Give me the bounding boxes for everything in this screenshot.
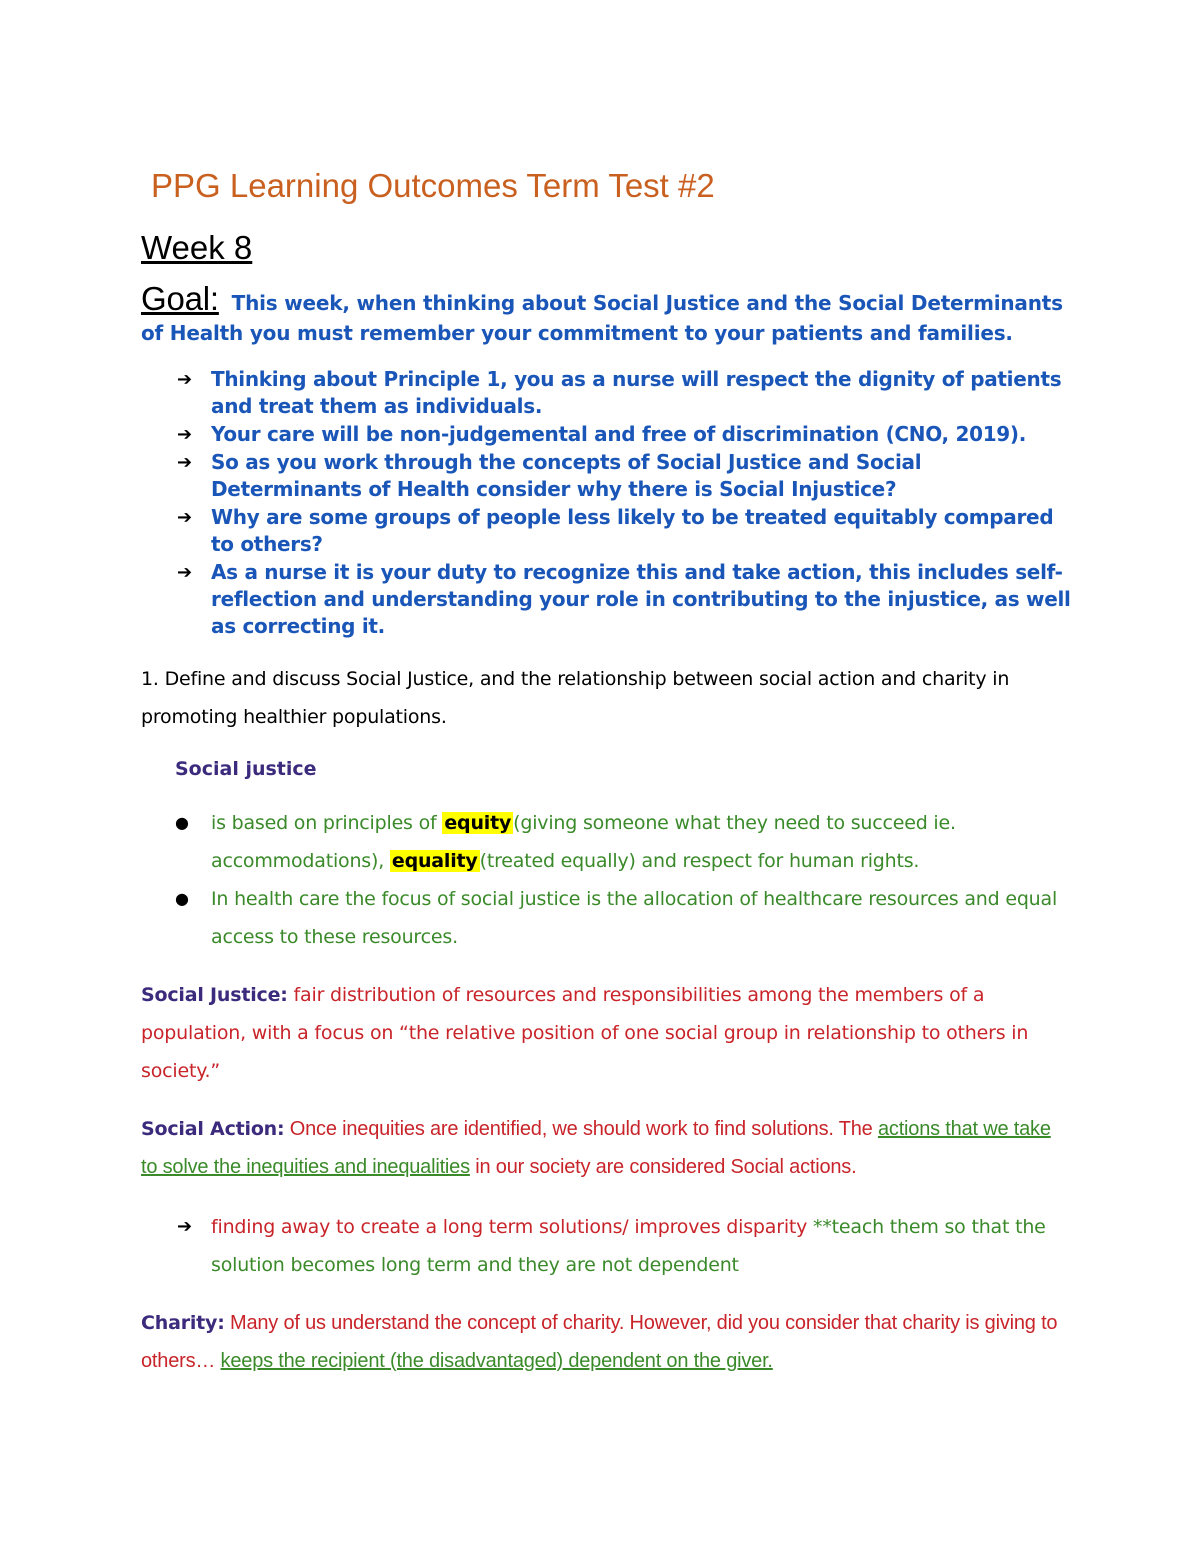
social-justice-heading: Social justice xyxy=(175,758,317,780)
bullet-icon: ● xyxy=(175,813,189,832)
arrow-icon: ➔ xyxy=(177,1216,192,1237)
list-item: ➔ As a nurse it is your duty to recognize this and take action, this includes self-reflection and understanding your role in contributing to the injustice, as well as correcting it. xyxy=(177,560,1071,638)
highlight-equity: equity xyxy=(444,812,512,834)
goal-paragraph xyxy=(141,280,1071,348)
social-justice-bullet-list xyxy=(141,804,1071,956)
social-action-bullet-list xyxy=(141,1208,1071,1284)
arrow-icon: ➔ xyxy=(177,369,192,390)
question-1: 1. Define and discuss Social Justice, and the relationship between social action and charity in promoting healthier populations. xyxy=(141,668,1010,728)
document-page xyxy=(141,160,1071,1380)
arrow-icon: ➔ xyxy=(177,507,192,528)
charity-definition: Charity: Many of us understand the concept of charity. However, did you consider that charity is giving to others… keeps the recipient (the disadvantaged) dependent on the giver. xyxy=(141,1312,1058,1372)
term-label: Social Action: xyxy=(141,1118,285,1140)
list-item: ➔ finding away to create a long term solutions/ improves disparity **teach them so that the solution becomes long term and they are not dependent xyxy=(211,1208,1071,1284)
goal-text: This week, when thinking about Social Justice and the Social Determinants of Health you must remember your commitment to your patients and families. xyxy=(141,291,1063,345)
goal-label: Goal: xyxy=(141,280,219,317)
week-heading: Week 8 xyxy=(141,229,253,266)
list-item: ➔ So as you work through the concepts of Social Justice and Social Determinants of Health consider why there is Social Injustice? xyxy=(177,450,922,501)
goal-bullet-list xyxy=(141,366,1071,640)
term-label: Charity: xyxy=(141,1312,225,1334)
arrow-icon: ➔ xyxy=(177,562,192,583)
list-item: ● In health care the focus of social justice is the allocation of healthcare resources and equal access to these resources. xyxy=(211,880,1071,956)
list-item: ● is based on principles of equity (giving someone what they need to succeed ie. accommodations), equality (treated equally) and respect for human rights. xyxy=(211,804,1071,880)
list-item: ➔ Your care will be non-judgemental and free of discrimination (CNO, 2019). xyxy=(177,422,1027,446)
term-label: Social Justice: xyxy=(141,984,288,1006)
social-justice-definition: Social Justice: fair distribution of resources and responsibilities among the members of a population, with a focus on “the relative position of one social group in relationship to others in society.” xyxy=(141,984,1029,1082)
highlight-equality: equality xyxy=(391,850,478,872)
list-item: ➔ Why are some groups of people less likely to be treated equitably compared to others? xyxy=(177,505,1054,556)
arrow-icon: ➔ xyxy=(177,452,192,473)
bullet-icon: ● xyxy=(175,889,189,908)
arrow-icon: ➔ xyxy=(177,424,192,445)
social-action-definition: Social Action: Once inequities are identified, we should work to find solutions. The actions that we take to solve the inequities and inequalities in our society are considered Social actions. xyxy=(141,1118,1051,1178)
list-item: ➔ Thinking about Principle 1, you as a nurse will respect the dignity of patients and treat them as individuals. xyxy=(177,367,1062,418)
document-title: PPG Learning Outcomes Term Test #2 xyxy=(151,167,715,204)
